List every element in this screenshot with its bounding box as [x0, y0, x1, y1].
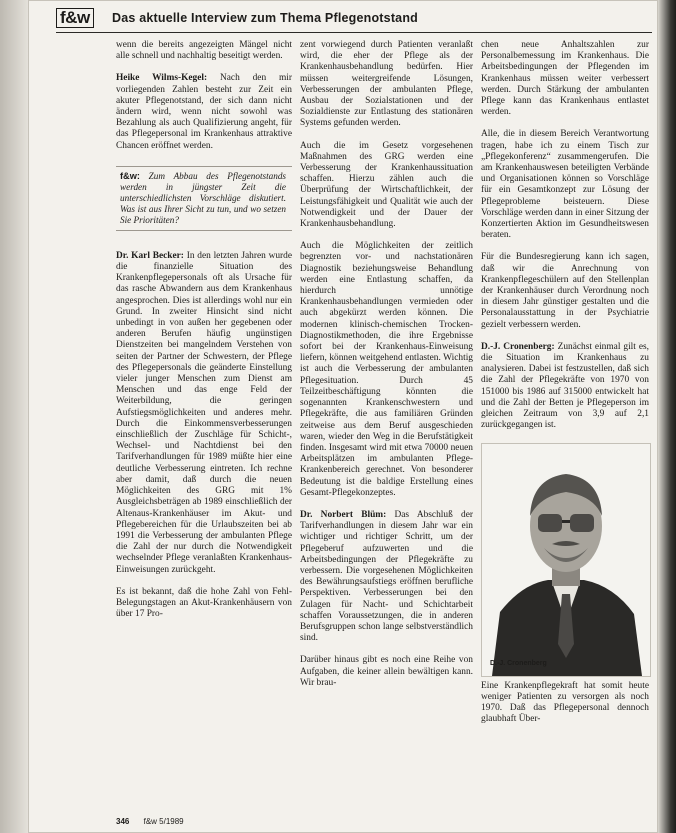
page-edge-shadow	[658, 0, 676, 833]
interview-question	[116, 166, 292, 231]
magazine-logo: f&w	[56, 8, 94, 28]
answer-text: Zunächst einmal gilt es, die Situation im Krankenhaus zu analysieren. Dabei ist festzustellen, daß sich die Zahl der Pflegekräfte von 1970 von 151000 bis 1986 auf 315000 entwickelt hat und die Zahl der Betten je Pflegeperson im gleichen Zeitraum von 3,9 auf 2,1 zurückgegangen ist.	[481, 341, 650, 431]
paragraph: Auch die Möglichkeiten der zeitlich begrenzten vor- und nachstationären Diagnostik beziehungsweise Behandlung werden eine Entlastung schaffen, da hierdurch unnötige Krankenhausbehandlungen vermieden oder auch abgekürzt werden können. Die modernen klinisch-chemischen Trocken-Diagnostikmethoden, die ihre Ergebnisse sofort bei der Krankenhaus-Einweisung liefern, können weitgehend entlasten. Wichtig ist auch die Verbesserung der ambulanten Pflegesituation. Durch 45 Teilzeitbeschäftigung könnten die sogenannten Krankenschwestern und Pflegekräfte, die aus familiären Gründen zeitweise aus dem Beruf ausgeschieden waren, wieder den Weg in die Berufstätigkeit finden. Insgesamt wird mit etwa 70000 neuen Arbeitsplätzen im ambulanten Pflege-Krankenbereich gerechnet. Von besonderer Bedeutung ist die baldige Erstellung eines Gesamt-Pflegekonzeptes.	[300, 241, 473, 498]
answer-text: Das Abschluß der Tarifverhandlungen in diesem Jahr war ein wichtiger und richtiger Schritt, um der Pflegeberuf aufzuwerten und die Arbeitsbedingungen der Pflegekräfte zu verbessern. Die vorgesehenen Möglichkeiten des Bewährungsaufstiegs eröffnen berufliche Perspektiven. Verbesserungen bei den Zulagen für Nacht- und Schichtarbeit schaffen Voraussetzungen, die in anderen Berufsgruppen schon lange selbstverständlich sind.	[300, 509, 473, 644]
section-title: Das aktuelle Interview zum Thema Pflegenotstand	[112, 11, 419, 25]
answer-text: Nach den mir vorliegenden Zahlen besteht zur Zeit ein akuter Pflegenotstand, der sich dann nicht ändern wird, wenn nicht sowohl was Bezahlung als auch Qualifizierung angeht, für das Pflegepersonal im Krankenhaus attraktive Chancen eröffnet werden.	[116, 73, 292, 151]
paragraph: Auch die im Gesetz vorgesehenen Maßnahmen des GRG werden eine Verbesserung der Krankenhaussituation schaffen. Hierzu zählen auch die Überprüfung der Wirtschaftlichkeit, der Leistungsfähigkeit und Qualität wie auch der Notwendigkeit und der Dauer der Krankenhausbehandlung.	[300, 140, 473, 230]
answer-bluem	[300, 510, 473, 644]
column-3	[481, 40, 649, 736]
paragraph: Alle, die in diesem Bereich Verantwortung tragen, habe ich zu einem Tisch zur „Pflegekonferenz“ zusammengerufen. Die am Krankenhauswesen beteiligten Verbände und Organisationen können so Vorschläge für ein Gesamtkonzept zur Lösung der Pflegeprobleme beisteuern. Diese Vorschläge werden dann in einer Sitzung der Konzertierten Aktion im Gesundheitswesen beraten.	[481, 129, 650, 241]
paragraph: Darüber hinaus gibt es noch eine Reihe von Aufgaben, die keiner allein bewältigen kann. Wir brau-	[300, 655, 473, 688]
answer-wilms-kegel	[116, 73, 292, 151]
speaker-name: D.-J. Cronenberg:	[481, 341, 555, 352]
paragraph: Für die Bundesregierung kann ich sagen, daß wir die Anrechnung von Krankenpflegeschülern auf den Stellenplan der Krankenhäuser durch Verordnung noch in diesem Jahr günstiger gestalten und die Personalausstattung in der Psychiatrie gezielt verbessern werden.	[481, 252, 649, 330]
page-number: 346	[116, 817, 130, 826]
portrait-image	[482, 444, 650, 676]
speaker-name: Heike Wilms-Kegel:	[116, 73, 208, 84]
photo-caption: D.-J. Cronenberg	[490, 660, 547, 668]
speaker-name: Dr. Karl Becker:	[116, 250, 184, 261]
book-spine	[0, 0, 28, 833]
journal-issue: f&w 5/1989	[143, 817, 184, 826]
page-footer	[116, 817, 184, 826]
paragraph: chen neue Anhaltszahlen zur Personalbemessung im Krankenhaus. Die Arbeitsbedingungen der Pflegenden im Krankenhaus müssen weiter verbessert werden. Durch Stärkung der ambulanten Pflege kann das Krankenhaus entlastet werden.	[481, 40, 649, 118]
question-tag: f&w:	[120, 170, 140, 181]
paragraph: Eine Krankenpflegekraft hat somit heute weniger Patienten zu versorgen als noch 1970. Daß das Pflegepersonal dennoch glaubhaft Über-	[481, 680, 649, 725]
column-2	[300, 40, 473, 700]
paragraph: zent vorwiegend durch Patienten veranlaßt wird, die eher der Pflege als der Krankenhausbehandlung bedürfen. Hier müssen weitergreifende Lösungen, Verbesserungen der ambulanten Pflege, Ausbau der Sozialstationen und der Sozialdienste zur Entlastung des stationären Systems gefunden werden.	[300, 40, 473, 129]
answer-text: In den letzten Jahren wurde die finanzielle Situation des Krankenpflegepersonals oft als Ursache für das rasche Abwandern aus dem Krankenhaus angesprochen. Dies ist allerdings wohl nur ein Grund. In zweiter Hinsicht sind nicht unbedingt in von außen her gegebenen oder anderen Berufen häufig ungünstigen Dienstzeiten bei mangelndem Verstehen von seiten der Partner der Schwestern, der Pflege des Pflegepersonals die geänderte Einstellung vieler junger Menschen zum Dienst am Menschen und das enge Feld der Weiterbildung, die geringen Aufstiegsmöglichkeiten und anderes mehr. Durch die Einkommensverbesserungen einschließlich der Zuschläge für Schicht-, Wechsel- und Nachtdienst bei den Tarifverhandlungen für 1989 müßte hier eine deutliche Verbesserung eintreten. Ich rechne aber damit, daß durch die neuen Möglichkeiten des GRG mit 1% Ausgleichsbeträgen ab 1989 einschließlich der Altenaus-Krankenhäuser im Akut- und Pflegebereichen für die Urlaubszeiten bei ab 1991 die Verbesserung der ambulanten Pflege die Zahl der nur durch die Notwendigkeit wechselnder Pflege veranlaßten Krankenhaus-Einweisungen zurückgeht.	[116, 250, 292, 575]
page-header	[56, 6, 652, 33]
portrait-photo	[481, 443, 651, 677]
answer-becker	[116, 251, 292, 576]
speaker-name: Dr. Norbert Blüm:	[300, 509, 387, 520]
paragraph: wenn die bereits angezeigten Mängel nicht alle schnell und nachhaltig beseitigt werden.	[116, 40, 292, 62]
answer-cronenberg	[481, 342, 649, 432]
paragraph: Es ist bekannt, daß die hohe Zahl von Fehl-Belegungstagen an Akut-Krankenhäusern von über 17 Pro-	[116, 586, 292, 620]
question-text: Zum Abbau des Pflegenotstands werden in jüngster Zeit die unterschiedlichsten Vorschläge diskutiert. Was ist aus Ihrer Sicht zu tun, und wo setzen Sie Prioritäten?	[120, 170, 286, 225]
column-1	[116, 40, 292, 631]
